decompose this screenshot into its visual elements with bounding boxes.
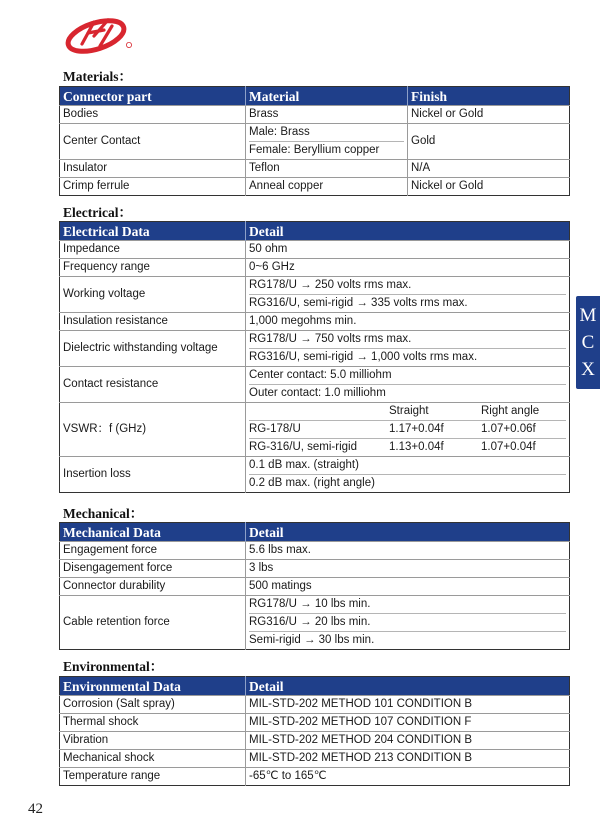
electrical-detail-cell (246, 277, 570, 313)
environmental-label-cell: Vibration (60, 732, 246, 750)
mechanical-table (59, 522, 570, 650)
electrical-detail-line: RG316/U, semi-rigid → 335 volts rms max. (249, 294, 566, 312)
table-row (60, 277, 570, 313)
vswr-header-line (249, 403, 566, 420)
vswr-label-cell: VSWR：f (GHz) (60, 403, 246, 457)
electrical-detail-line: Center contact: 5.0 milliohm (249, 369, 392, 381)
vswr-detail-cell (246, 403, 570, 457)
electrical-label-cell: Frequency range (60, 259, 246, 277)
table-row (60, 542, 570, 560)
mechanical-detail-cell: 3 lbs (246, 560, 570, 578)
mechanical-label-cell: Cable retention force (60, 596, 246, 650)
side-tab-mcx (576, 296, 600, 389)
electrical-detail-line: RG316/U, semi-rigid → 1,000 volts rms max. (249, 348, 566, 366)
electrical-header-detail: Detail (246, 222, 570, 241)
materials-header-part: Connector part (60, 87, 246, 106)
side-tab-letter: C (581, 332, 595, 353)
table-row (60, 313, 570, 331)
environmental-detail-cell: MIL-STD-202 METHOD 213 CONDITION B (246, 750, 570, 768)
environmental-header-detail: Detail (246, 677, 570, 696)
table-row (60, 714, 570, 732)
materials-finish-cell: Gold (408, 124, 570, 160)
environmental-detail-cell: -65℃ to 165℃ (246, 768, 570, 786)
table-row (60, 124, 570, 160)
materials-header-finish: Finish (408, 87, 570, 106)
electrical-header-data: Electrical Data (60, 222, 246, 241)
vswr-line (249, 438, 566, 456)
vswr-right-angle-value: 1.07+0.06f (481, 423, 536, 435)
side-tab-letter: X (581, 359, 595, 380)
environmental-header-data: Environmental Data (60, 677, 246, 696)
environmental-table (59, 676, 570, 786)
environmental-label-cell: Temperature range (60, 768, 246, 786)
table-row (60, 403, 570, 457)
vswr-right-angle-value: 1.07+0.04f (481, 441, 536, 453)
materials-finish-cell: Nickel or Gold (408, 106, 570, 124)
electrical-detail-cell (246, 331, 570, 367)
table-row (60, 259, 570, 277)
mechanical-detail-line: RG316/U → 20 lbs min. (249, 613, 566, 631)
table-row (60, 578, 570, 596)
table-row (60, 241, 570, 259)
electrical-detail-cell: 0~6 GHz (246, 259, 570, 277)
environmental-title: Environmental： (63, 659, 164, 674)
table-row (60, 367, 570, 403)
table-row (60, 331, 570, 367)
environmental-detail-cell: MIL-STD-202 METHOD 107 CONDITION F (246, 714, 570, 732)
company-logo (64, 14, 136, 54)
vswr-header-right-angle: Right angle (481, 405, 540, 417)
table-row (60, 732, 570, 750)
table-row (60, 696, 570, 714)
mechanical-detail-cell: 5.6 lbs max. (246, 542, 570, 560)
environmental-detail-cell: MIL-STD-202 METHOD 101 CONDITION B (246, 696, 570, 714)
materials-part-cell: Crimp ferrule (60, 178, 246, 196)
table-row (60, 160, 570, 178)
materials-material-line: Female: Beryllium copper (249, 141, 404, 159)
mechanical-detail-cell: 500 matings (246, 578, 570, 596)
mechanical-header-data: Mechanical Data (60, 523, 246, 542)
electrical-detail-line: Outer contact: 1.0 milliohm (249, 384, 566, 402)
materials-part-cell: Insulator (60, 160, 246, 178)
mechanical-label-cell: Disengagement force (60, 560, 246, 578)
electrical-detail-line: 0.2 dB max. (right angle) (249, 474, 566, 492)
materials-finish-cell: N/A (408, 160, 570, 178)
table-row (60, 106, 570, 124)
materials-material-cell (246, 124, 408, 160)
mechanical-title: Mechanical： (63, 506, 144, 521)
vswr-line (249, 420, 566, 438)
materials-header-material: Material (246, 87, 408, 106)
mechanical-detail-line: RG178/U → 10 lbs min. (249, 598, 371, 610)
table-row (60, 768, 570, 786)
electrical-detail-line: RG178/U → 750 volts rms max. (249, 333, 412, 345)
electrical-table (59, 221, 570, 493)
table-row (60, 750, 570, 768)
materials-part-cell: Bodies (60, 106, 246, 124)
electrical-detail-line: 0.1 dB max. (straight) (249, 459, 359, 471)
electrical-detail-cell (246, 457, 570, 493)
electrical-detail-cell: 50 ohm (246, 241, 570, 259)
materials-title: Materials： (63, 69, 132, 84)
electrical-label-cell: Contact resistance (60, 367, 246, 403)
materials-material-cell: Teflon (246, 160, 408, 178)
electrical-detail-cell (246, 367, 570, 403)
side-tab-letter: M (579, 305, 597, 326)
environmental-detail-cell: MIL-STD-202 METHOD 204 CONDITION B (246, 732, 570, 750)
vswr-header-cable (249, 403, 389, 420)
vswr-straight-value: 1.17+0.04f (389, 423, 444, 435)
vswr-cable: RG-316/U, semi-rigid (249, 441, 357, 453)
mechanical-label-cell: Connector durability (60, 578, 246, 596)
materials-material-cell: Anneal copper (246, 178, 408, 196)
electrical-detail-cell: 1,000 megohms min. (246, 313, 570, 331)
page-number: 42 (28, 801, 43, 817)
environmental-label-cell: Thermal shock (60, 714, 246, 732)
electrical-label-cell: Insertion loss (60, 457, 246, 493)
electrical-label-cell: Insulation resistance (60, 313, 246, 331)
environmental-label-cell: Corrosion (Salt spray) (60, 696, 246, 714)
materials-table (59, 86, 570, 196)
vswr-header-straight: Straight (389, 405, 429, 417)
table-row (60, 178, 570, 196)
table-row (60, 596, 570, 650)
materials-part-cell: Center Contact (60, 124, 246, 160)
electrical-detail-line: RG178/U → 250 volts rms max. (249, 279, 412, 291)
mechanical-header-detail: Detail (246, 523, 570, 542)
mechanical-detail-cell (246, 596, 570, 650)
mechanical-label-cell: Engagement force (60, 542, 246, 560)
electrical-label-cell: Dielectric withstanding voltage (60, 331, 246, 367)
mechanical-detail-line: Semi-rigid → 30 lbs min. (249, 631, 566, 649)
table-row (60, 560, 570, 578)
vswr-straight-value: 1.13+0.04f (389, 441, 444, 453)
table-row (60, 457, 570, 493)
materials-material-cell: Brass (246, 106, 408, 124)
electrical-label-cell: Working voltage (60, 277, 246, 313)
electrical-title: Electrical： (63, 205, 132, 220)
environmental-label-cell: Mechanical shock (60, 750, 246, 768)
vswr-cable: RG-178/U (249, 423, 301, 435)
materials-material-line: Male: Brass (249, 126, 310, 138)
materials-finish-cell: Nickel or Gold (408, 178, 570, 196)
electrical-label-cell: Impedance (60, 241, 246, 259)
